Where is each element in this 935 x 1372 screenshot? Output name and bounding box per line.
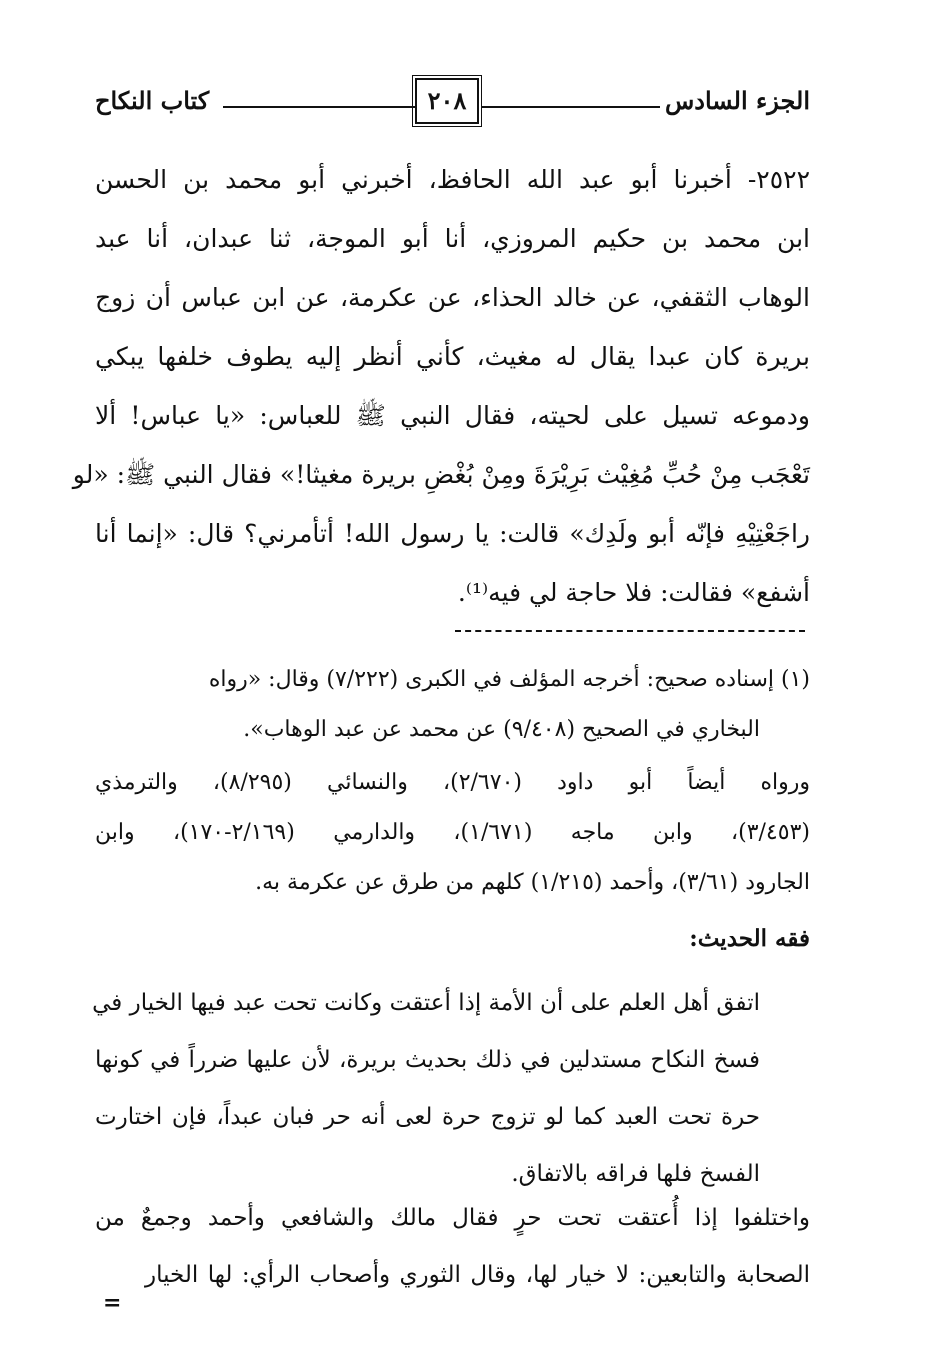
hadith-line: راجَعْتِيْهِ فإنّه أبو ولَدِك» قالت: يا رسول الله! أتأمرني؟ قال: «إنما أنا (95, 519, 810, 548)
footnote-line: (٣/٤٥٣)، وابن ماجه (١/٦٧١)، والدارمي (٢/١٦٩-١٧٠)، وابن (95, 820, 810, 845)
fiqh-line: اتفق أهل العلم على أن الأمة إذا أعتقت وكانت تحت عبد فيها الخيار في (92, 990, 760, 1016)
header-rule-right (482, 106, 660, 108)
footnote-line: ورواه أيضاً أبو داود (٢/٦٧٠)، والنسائي (٨/٢٩٥)، والترمذي (95, 770, 810, 795)
page-number: ٢٠٨ (415, 78, 479, 124)
footnote-line: (١) إسناده صحيح: أخرجه المؤلف في الكبرى (٧/٢٢٢) وقال: «رواه (208, 667, 810, 692)
footnote-line: البخاري في الصحيح (٩/٤٠٨) عن محمد عن عبد الوهاب». (243, 717, 760, 742)
fiqh-line: واختلفوا إذا أُعتقت تحت حرٍ فقال مالك والشافعي وأحمد وجمعٌ من (95, 1205, 810, 1231)
book-title: كتاب النكاح (95, 86, 210, 115)
volume-title: الجزء السادس (664, 86, 810, 115)
footnote-separator (455, 630, 805, 632)
hadith-line: تَعْجَب مِنْ حُبِّ مُغِيْث بَرِيْرَةَ ومِنْ بُغْضِ بريرة مغيثا!» فقال النبي ﷺ: «لو (72, 460, 810, 489)
hadith-line: ابن محمد بن حكيم المروزي، أنا أبو الموجة، ثنا عبدان، أنا عبد (95, 224, 810, 253)
fiqh-line: حرة تحت العبد كما لو تزوج حرة لعى أنه حر فبان عبداً، فإن اختارت (95, 1104, 760, 1130)
hadith-text (72, 150, 810, 622)
footnote-paragraph (95, 758, 810, 908)
hadith-line: الوهاب الثقفي، عن خالد الحذاء، عن عكرمة، عن ابن عباس أن زوج (95, 283, 810, 312)
hadith-line: أشفع» فقالت: فلا حاجة لي فيه⁽¹⁾. (457, 578, 810, 607)
hadith-line: ٢٥٢٢- أخبرنا أبو عبد الله الحافظ، أخبرني أبو محمد بن الحسن (95, 165, 810, 194)
fiqh-line: الصحابة والتابعين: لا خيار لها، وقال الثوري وأصحاب الرأي: لها الخيار (145, 1262, 810, 1288)
footnote-line: الجارود (٣/٦١)، وأحمد (١/٢١٥) كلهم من طرق عن عكرمة به. (255, 870, 810, 895)
page-header (95, 78, 810, 128)
fiqh-line: فسخ النكاح مستدلين في ذلك بحديث بريرة، لأن عليها ضرراً في كونها (95, 1047, 760, 1073)
section-heading: فقه الحديث: (689, 925, 810, 952)
fiqh-paragraph (95, 1190, 810, 1304)
fiqh-paragraph (92, 975, 760, 1203)
continuation-mark: = (103, 1290, 122, 1316)
header-rule-left (223, 106, 415, 108)
hadith-line: ودموعه تسيل على لحيته، فقال النبي ﷺ للعباس: «يا عباس! ألا (95, 401, 810, 430)
hadith-line: بريرة كان عبدا يقال له مغيث، كأني أنظر إليه يطوف خلفها يبكي (95, 342, 810, 371)
fiqh-line: الفسخ فلها فراقه بالاتفاق. (511, 1161, 760, 1187)
